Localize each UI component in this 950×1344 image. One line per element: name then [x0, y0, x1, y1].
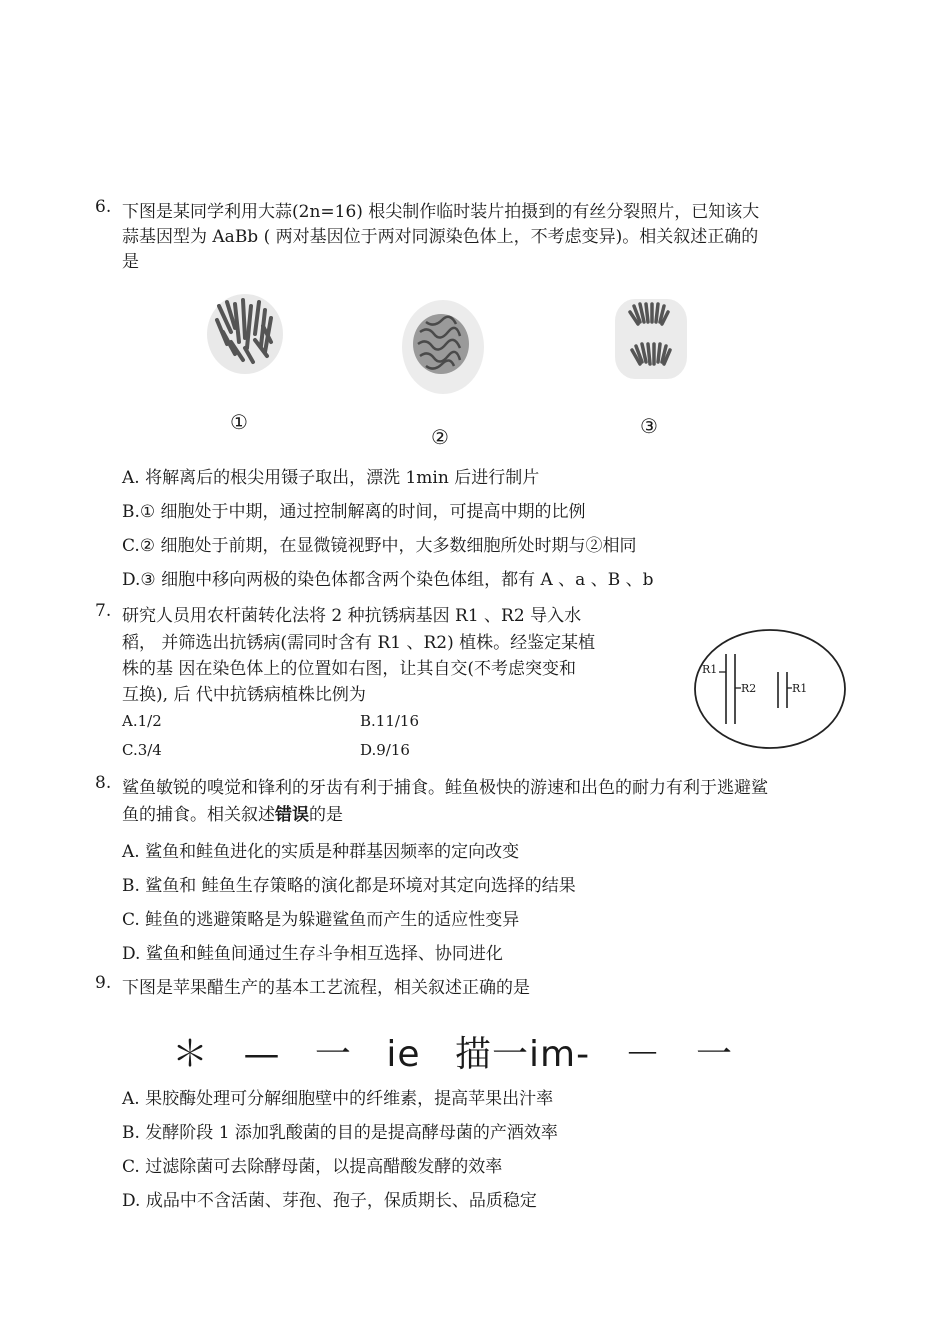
q8-stem-line2 — [122, 800, 343, 825]
micrograph-cell-2 — [400, 298, 486, 396]
q6-stem-line3: 是 — [122, 252, 139, 272]
flow-token-3: 一 — [314, 1034, 352, 1075]
q8-stem-line2-post: 的是 — [309, 805, 343, 825]
q7-option-d: D.9/16 — [360, 741, 410, 759]
q9-option-d: D. 成品中不含活菌、芽孢、孢子，保质期长、品质稳定 — [122, 1191, 537, 1211]
gene-label-r2: R2 — [741, 682, 757, 695]
gene-label-r1-left: R1 — [702, 663, 718, 676]
q6-option-d: D.③ 细胞中移向两极的染色体都含两个染色体组，都有 A 、a 、B 、b — [122, 570, 654, 590]
micrograph-cell-3 — [612, 296, 690, 382]
q7-stem-line4: 互换), 后 代中抗锈病植株比例为 — [122, 685, 366, 705]
q7-stem-line1: 研究人员用农杆菌转化法将 2 种抗锈病基因 R1 、R2 导入水 — [122, 606, 582, 626]
q8-stem-emphasis: 错误 — [275, 805, 309, 825]
q8-option-d: D. 鲨鱼和鲑鱼间通过生存斗争相互选择、协同进化 — [122, 944, 503, 964]
micrograph-cell-1 — [205, 292, 285, 377]
q8-stem-line2-pre: 鱼的捕食。相关叙述 — [122, 805, 275, 825]
q7-stem-line3: 株的基 因在染色体上的位置如右图，让其自交(不考虑突变和 — [122, 659, 577, 679]
q7-stem-line2: 稻， 并筛选出抗锈病(需同时含有 R1 、R2) 植株。经鉴定某植 — [122, 633, 596, 653]
q7-option-c: C.3/4 — [122, 741, 162, 759]
q8-option-b: B. 鲨鱼和 鲑鱼生存策略的演化都是环境对其定向选择的结果 — [122, 876, 576, 896]
flow-token-5: 描一im- — [455, 1034, 591, 1075]
q6-option-b: B.① 细胞处于中期，通过控制解离的时间，可提高中期的比例 — [122, 502, 586, 522]
q8-option-c: C. 鲑鱼的逃避策略是为躲避鲨鱼而产生的适应性变异 — [122, 910, 520, 930]
flow-token-2: — — [243, 1034, 281, 1075]
q7-option-a: A.1/2 — [122, 712, 162, 730]
q6-stem-line2: 蒜基因型为 AaBb ( 两对基因位于两对同源染色体上，不考虑变异)。相关叙述正确的 — [122, 227, 759, 247]
caption-cell-3: ③ — [640, 414, 658, 438]
flow-token-6: － — [624, 1034, 662, 1075]
q9-option-b: B. 发酵阶段 1 添加乳酸菌的目的是提高酵母菌的产酒效率 — [122, 1123, 558, 1143]
q9-option-a: A. 果胶酶处理可分解细胞壁中的纤维素，提高苹果出汁率 — [122, 1089, 554, 1109]
q7-number: 7. — [95, 601, 112, 621]
q8-number: 8. — [95, 773, 112, 793]
q6-number: 6. — [95, 197, 112, 217]
caption-cell-1: ① — [230, 410, 248, 434]
q6-stem-line1: 下图是某同学利用大蒜(2n=16) 根尖制作临时装片拍摄到的有丝分裂照片，已知该大 — [122, 202, 760, 222]
process-flow-diagram — [172, 1026, 755, 1077]
gene-label-r1-right: R1 — [792, 682, 808, 695]
q7-option-b: B.11/16 — [360, 712, 420, 730]
q8-option-a: A. 鲨鱼和鲑鱼进化的实质是种群基因频率的定向改变 — [122, 842, 520, 862]
q9-option-c: C. 过滤除菌可去除酵母菌，以提高醋酸发酵的效率 — [122, 1157, 503, 1177]
cell-outline-with-chromosomes — [693, 628, 847, 750]
q9-stem-line1: 下图是苹果醋生产的基本工艺流程，相关叙述正确的是 — [122, 978, 530, 998]
caption-cell-2: ② — [431, 425, 449, 449]
q6-option-a: A. 将解离后的根尖用镊子取出，漂洗 1min 后进行制片 — [122, 468, 540, 488]
q6-option-c: C.② 细胞处于前期，在显微镜视野中，大多数细胞所处时期与②相同 — [122, 536, 637, 556]
flow-token-7: 一 — [695, 1034, 733, 1075]
gene-position-diagram — [693, 628, 847, 750]
q9-number: 9. — [95, 973, 112, 993]
flow-token-1: ＊ — [172, 1034, 210, 1075]
q8-stem-line1: 鲨鱼敏锐的嗅觉和锋利的牙齿有利于捕食。鲑鱼极快的游速和出色的耐力有利于逃避鲨 — [122, 778, 768, 798]
flow-token-4: ie — [386, 1034, 421, 1075]
